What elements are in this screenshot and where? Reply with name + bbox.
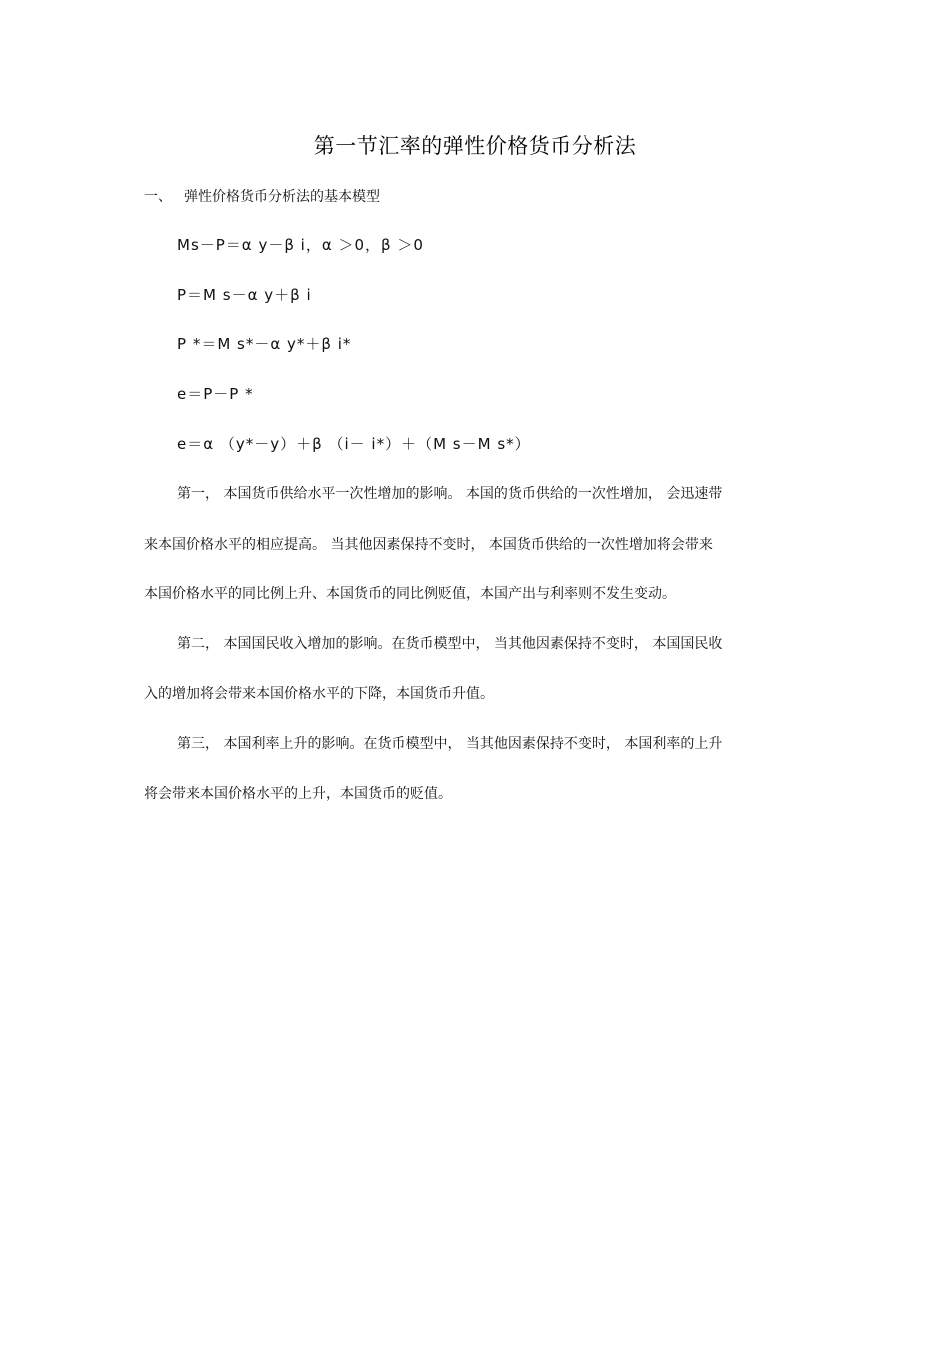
section-heading (144, 186, 380, 206)
paragraph-1-line-1: 第一， 本国货币供给水平一次性增加的影响。 本国的货币供给的一次性增加， 会迅速带 (177, 486, 723, 502)
formula-exchange-rate: e＝P－P * (177, 385, 254, 403)
paragraph-2-line-2: 入的增加将会带来本国价格水平的下降，本国货币升值。 (144, 686, 494, 702)
formula-domestic-price: P＝M s－α y＋β i (177, 286, 312, 304)
formula-foreign-price: P *＝M s*－α y*＋β i* (177, 335, 352, 353)
paragraph-1-line-2: 来本国价格水平的相应提高。 当其他因素保持不变时， 本国货币供给的一次性增加将会带来 (144, 537, 713, 553)
section-number: 一、 (144, 189, 172, 205)
formula-exchange-rate-expanded: e＝α （y*－y）＋β （i－ i*）＋（M s－M s*） (177, 435, 531, 453)
section-title: 弹性价格货币分析法的基本模型 (184, 189, 380, 205)
paragraph-3-line-1: 第三， 本国利率上升的影响。在货币模型中， 当其他因素保持不变时， 本国利率的上升 (177, 736, 723, 752)
paragraph-1-line-3: 本国价格水平的同比例上升、本国货币的同比例贬值，本国产出与利率则不发生变动。 (144, 586, 676, 602)
document-title: 第一节汇率的弹性价格货币分析法 (313, 134, 637, 158)
paragraph-2-line-1: 第二， 本国国民收入增加的影响。在货币模型中， 当其他因素保持不变时， 本国国民收 (177, 636, 723, 652)
paragraph-3-line-2: 将会带来本国价格水平的上升，本国货币的贬值。 (144, 786, 452, 802)
formula-money-demand: Ms－P＝α y－β i，α ＞0，β ＞0 (177, 236, 424, 254)
